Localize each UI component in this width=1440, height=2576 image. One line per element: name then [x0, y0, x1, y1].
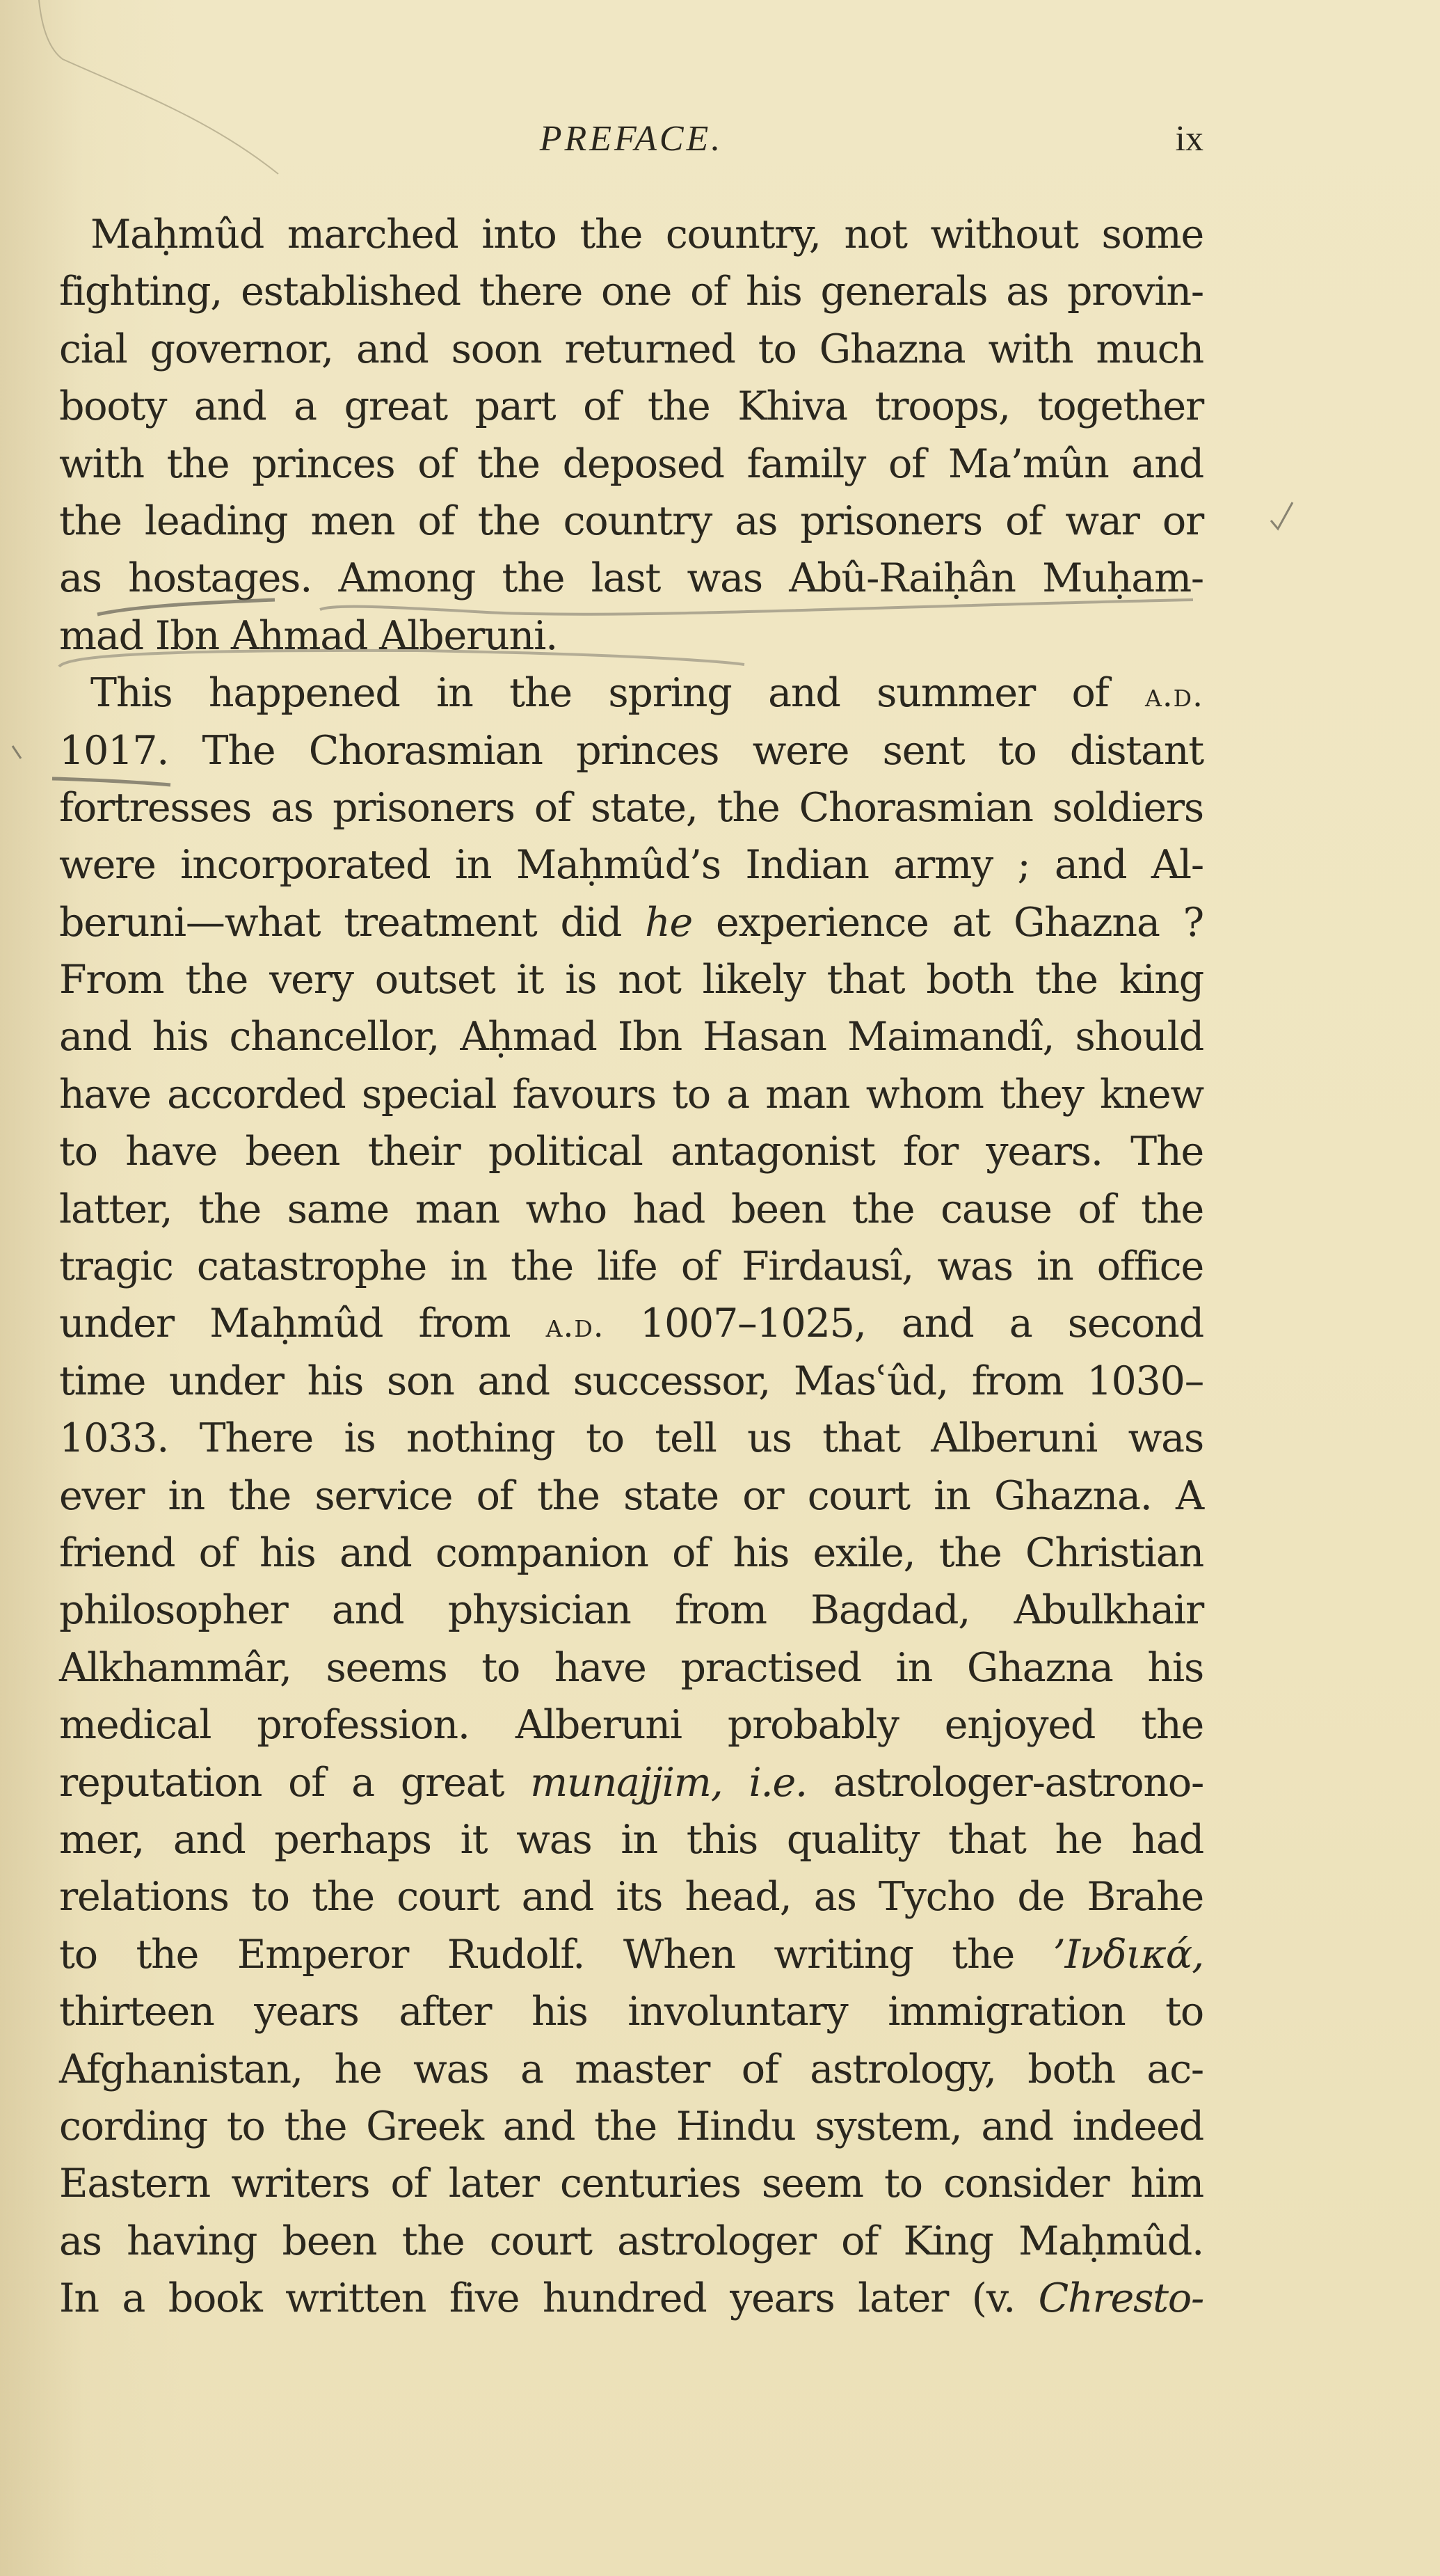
text-segment: In a book written five hundred years later (v.	[59, 2275, 1039, 2322]
text-line	[59, 206, 1203, 263]
text-line	[59, 951, 1203, 1008]
text-line	[59, 321, 1203, 378]
text-line	[59, 378, 1203, 435]
text-segment: beruni—what treatment did	[59, 899, 646, 946]
text-line	[59, 607, 1203, 665]
text-line	[59, 1123, 1203, 1180]
text-line	[59, 550, 1203, 607]
text-segment: and his chancellor, Aḥmad Ibn Hasan Maimandî, should	[59, 1014, 1203, 1060]
text-segment: fighting, established there one of his generals as provin-	[59, 269, 1203, 315]
text-segment: fortresses as prisoners of state, the Chorasmian soldiers	[59, 784, 1203, 831]
text-segment: This happened in the spring and summer of	[90, 670, 1145, 717]
text-segment: Eastern writers of later centuries seem to consider him	[59, 2161, 1203, 2207]
text-segment: as having been the court astrologer of King Maḥmûd.	[59, 2218, 1203, 2264]
text-segment: 1033. There is nothing to tell us that Alberuni was	[59, 1415, 1203, 1462]
text-line	[59, 1238, 1203, 1295]
text-segment: mad Ibn Ahmad Alberuni.	[59, 612, 558, 659]
text-line	[59, 2270, 1203, 2327]
text-segment: have accorded special favours to a man whom they knew	[59, 1071, 1203, 1118]
text-line	[59, 722, 1203, 779]
text-segment: astrologer-astrono-	[806, 1759, 1204, 1806]
text-segment: 1017. The Chorasmian princes were sent to distant	[59, 727, 1203, 774]
text-line	[59, 1066, 1203, 1123]
text-line	[59, 1926, 1203, 1983]
text-segment: mer, and perhaps it was in this quality that he had	[59, 1816, 1203, 1863]
text-line	[59, 665, 1203, 722]
text-line	[59, 436, 1203, 493]
text-segment: with the princes of the deposed family of Ma’mûn and	[59, 440, 1203, 487]
text-line	[59, 779, 1203, 836]
text-line	[59, 1696, 1203, 1754]
text-segment: as hostages. Among the last was Abû-Raiḥân Muḥam-	[59, 555, 1203, 602]
text-segment: Maḥmûd marched into the country, not without some	[90, 212, 1203, 257]
text-line	[59, 1754, 1203, 1811]
text-line	[59, 894, 1203, 951]
text-segment: cording to the Greek and the Hindu system, and indeed	[59, 2103, 1203, 2149]
text-line	[59, 1639, 1203, 1696]
text-line	[59, 2155, 1203, 2212]
text-segment: 1007–1025, and a second	[604, 1301, 1203, 1347]
text-segment: to the Emperor Rudolf. When writing the	[59, 1931, 1053, 1978]
text-segment: were incorporated in Maḥmûd’s Indian army ; and Al-	[59, 842, 1203, 889]
text-line	[59, 836, 1203, 893]
text-segment: relations to the court and its head, as Tycho de Brahe	[59, 1874, 1203, 1921]
text-line	[59, 1410, 1203, 1467]
italic-text: Chresto-	[1038, 2275, 1203, 2322]
text-segment: philosopher and physician from Bagdad, Abulkhair	[59, 1587, 1203, 1634]
text-segment: From the very outset it is not likely that both the king	[59, 957, 1203, 1003]
text-line	[59, 1181, 1203, 1238]
running-title: PREFACE.	[539, 119, 723, 159]
margin-checkmark-icon	[1271, 502, 1293, 529]
body-text	[59, 206, 1203, 2327]
text-line	[59, 1008, 1203, 1065]
text-line	[59, 493, 1203, 550]
text-line	[59, 1295, 1203, 1352]
text-segment: Afghanistan, he was a master of astrology, both ac-	[59, 2046, 1203, 2092]
text-segment: the leading men of the country as prisoners of war or	[59, 498, 1203, 544]
text-segment: time under his son and successor, Masʿûd, from 1030–	[59, 1358, 1203, 1404]
text-segment: latter, the same man who had been the cause of the	[59, 1186, 1203, 1232]
text-segment: Alkhammâr, seems to have practised in Ghazna his	[59, 1644, 1203, 1691]
text-segment: tragic catastrophe in the life of Firdausî, was in office	[59, 1243, 1203, 1290]
text-line	[59, 1525, 1203, 1582]
text-segment: under Maḥmûd from	[59, 1301, 546, 1347]
text-line	[59, 1868, 1203, 1925]
text-segment: reputation of a great	[59, 1759, 531, 1806]
page-header	[59, 118, 1203, 174]
text-line	[59, 1811, 1203, 1868]
text-segment: cial governor, and soon returned to Ghazna with much	[59, 326, 1203, 372]
text-line	[59, 2041, 1203, 2098]
text-line	[59, 1582, 1203, 1639]
text-segment: medical profession. Alberuni probably enjoyed the	[59, 1702, 1203, 1749]
text-segment: friend of his and companion of his exile, the Christian	[59, 1529, 1203, 1576]
italic-text: he	[645, 899, 693, 946]
page-number: ix	[1175, 119, 1203, 159]
italic-text: ’Ινδικά,	[1053, 1931, 1203, 1978]
text-line	[59, 1353, 1203, 1410]
text-segment: booty and a great part of the Khiva troops, together	[59, 383, 1203, 430]
text-line	[59, 2213, 1203, 2270]
small-caps-text: a.d.	[1144, 677, 1203, 715]
text-line	[59, 1983, 1203, 2040]
text-segment: thirteen years after his involuntary immigration to	[59, 1989, 1203, 2035]
text-line	[59, 263, 1203, 320]
text-segment: to have been their political antagonist for years. The	[59, 1129, 1203, 1175]
tick-mark-1017	[13, 746, 21, 758]
text-line	[59, 2098, 1203, 2155]
text-line	[59, 1468, 1203, 1525]
italic-text: munajjim, i.e.	[530, 1759, 807, 1806]
text-segment: ever in the service of the state or court in Ghazna. A	[59, 1472, 1203, 1519]
small-caps-text: a.d.	[545, 1307, 605, 1346]
text-segment: experience at Ghazna ?	[692, 899, 1203, 946]
